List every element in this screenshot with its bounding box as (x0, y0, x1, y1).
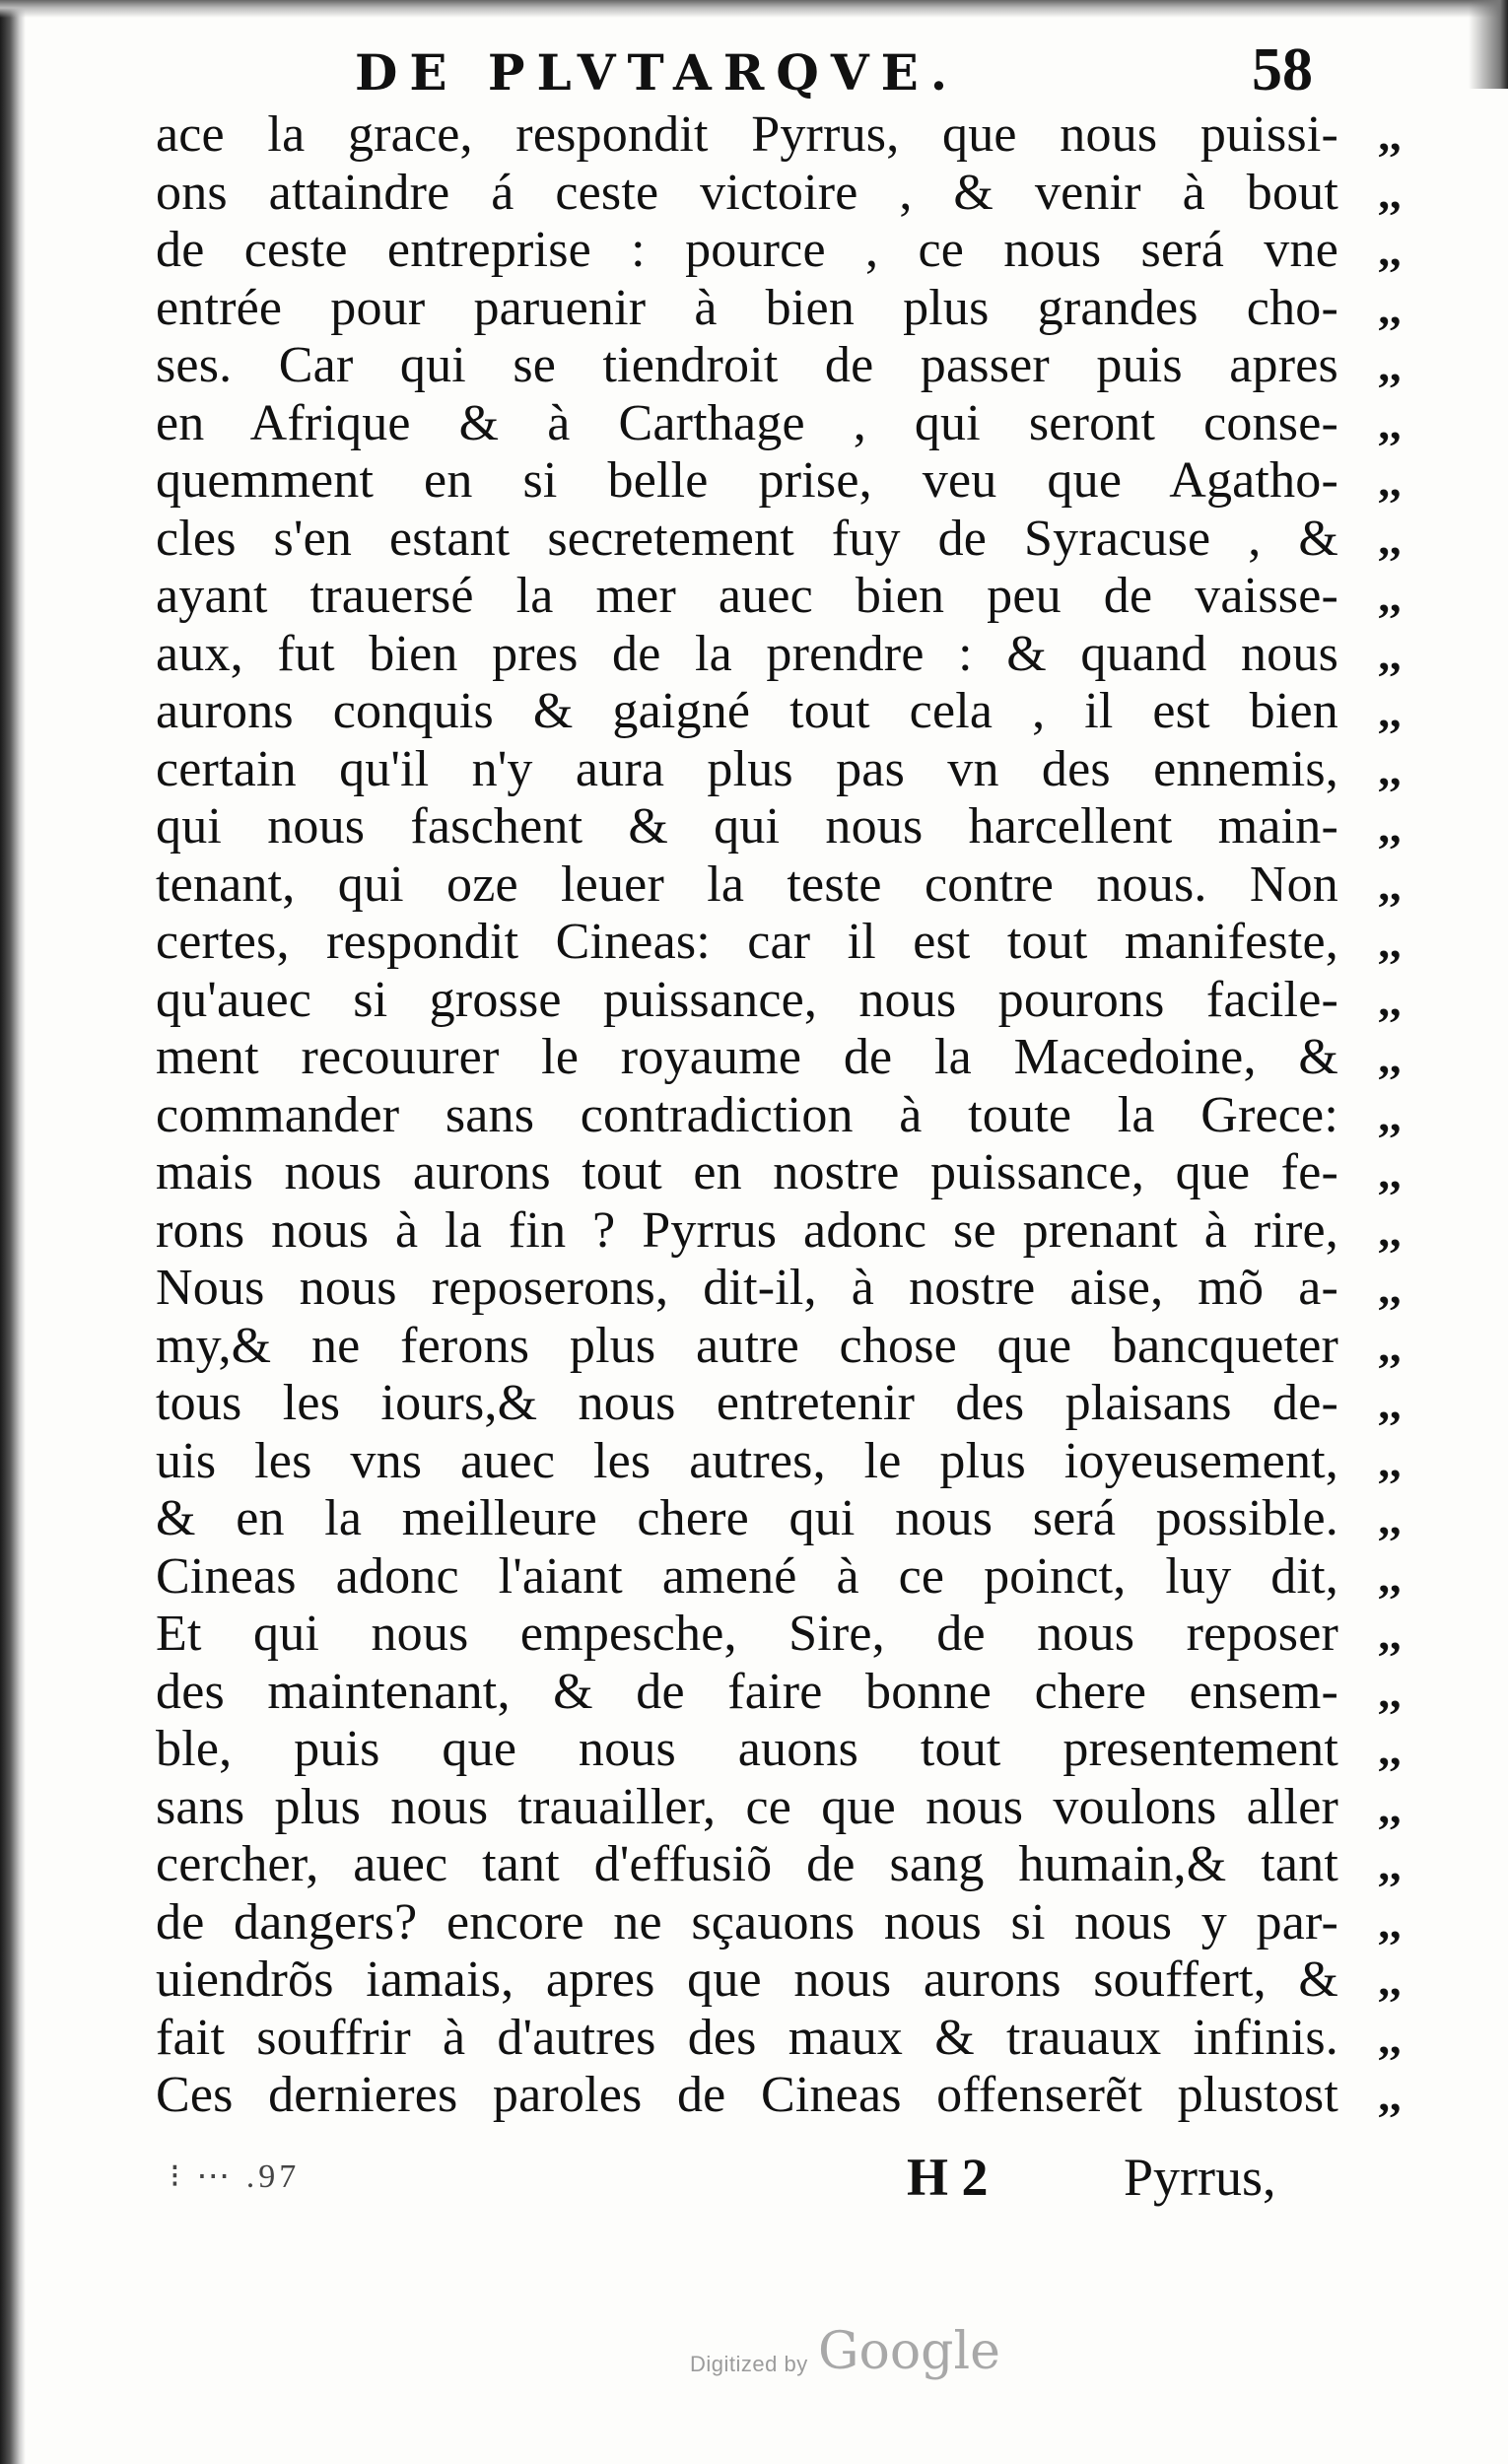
quote-mark: ,, (1378, 1147, 1402, 1198)
quote-mark: ,, (1378, 1724, 1402, 1774)
quote-mark: ,, (1378, 974, 1402, 1025)
quote-mark: ,, (1378, 1954, 1402, 2005)
quote-mark: ,, (1378, 2070, 1402, 2120)
digitization-watermark (690, 2322, 1064, 2391)
text-line: cles s'en estant secretement fuy de Syracuse , & (156, 510, 1338, 567)
text-line: uis les vns auec les autres, le plus ioyeusement, (156, 1432, 1338, 1489)
text-line: aux, fut bien pres de la prendre : & quand nous (156, 625, 1338, 682)
quote-mark: ,, (1378, 1781, 1402, 1832)
text-line: & en la meilleure chere qui nous será possible. (156, 1490, 1338, 1546)
text-line: tous les iours,& nous entretenir des plaisans de- (156, 1375, 1338, 1431)
text-line: rons nous à la fin ? Pyrrus adonc se prenant à rire, (156, 1201, 1338, 1259)
footer-mark: ⁝ ⋯ .97 (170, 2158, 301, 2195)
quote-mark: ,, (1378, 1608, 1402, 1659)
text-line: quemment en si belle prise, veu que Agatho- (156, 452, 1338, 509)
text-line: uiendrõs iamais, apres que nous aurons souffert, & (156, 1951, 1338, 2008)
quote-mark: ,, (1378, 2012, 1402, 2063)
text-line: tenant, qui oze leuer la teste contre nous. Non (156, 856, 1338, 913)
text-line: my,& ne ferons plus autre chose que bancqueter (156, 1317, 1338, 1374)
text-line: des maintenant, & de faire bonne chere ensem- (156, 1663, 1338, 1720)
text-line: ayant trauersé la mer auec bien peu de vaisse- (156, 568, 1338, 624)
quote-mark: ,, (1378, 1263, 1402, 1313)
quote-mark: ,, (1378, 109, 1402, 160)
text-line: ace la grace, respondit Pyrrus, que nous puissi- (156, 106, 1338, 163)
quote-mark: ,, (1378, 1666, 1402, 1717)
quote-mark: ,, (1378, 1435, 1402, 1486)
text-line: en Afrique & à Carthage , qui seront conse- (156, 394, 1338, 451)
text-line: commander sans contradiction à toute la Grece: (156, 1086, 1338, 1143)
quote-mark: ,, (1378, 1320, 1402, 1371)
text-line: cercher, auec tant d'effusiõ de sang humain,& tant (156, 1836, 1338, 1892)
corner-shadow (1469, 0, 1508, 89)
quote-mark: ,, (1378, 225, 1402, 275)
quote-mark: ,, (1378, 1204, 1402, 1256)
quote-mark: ,, (1378, 686, 1402, 736)
text-line: Nous nous reposerons, dit-il, à nostre aise, mõ a- (156, 1260, 1338, 1316)
text-line: de dangers? encore ne sçauons nous si nous y par- (156, 1893, 1338, 1951)
page-number: 58 (1252, 36, 1313, 103)
quote-mark: ,, (1378, 1032, 1402, 1082)
watermark-logo: Google (818, 2322, 1000, 2381)
text-line: certain qu'il n'y aura plus pas vn des ennemis, (156, 740, 1338, 797)
text-line: qui nous faschent & qui nous harcellent main- (156, 798, 1338, 855)
text-line: qu'auec si grosse puissance, nous pourons facile- (156, 971, 1338, 1028)
quote-mark: ,, (1378, 1378, 1402, 1428)
page-footer (138, 2147, 1360, 2216)
top-edge-shadow (0, 0, 1508, 18)
text-line: entrée pour paruenir à bien plus grandes cho- (156, 279, 1338, 336)
text-line: ses. Car qui se tiendroit de passer puis apres (156, 337, 1338, 393)
quote-mark: ,, (1378, 1839, 1402, 1889)
quote-mark: ,, (1378, 801, 1402, 852)
text-line: aurons conquis & gaigné tout cela , il est bien (156, 683, 1338, 739)
quote-mark: ,, (1378, 917, 1402, 967)
text-line: de ceste entreprise : pource , ce nous será vne (156, 222, 1338, 278)
quote-mark: ,, (1378, 858, 1402, 910)
text-line: Ces dernieres paroles de Cineas offenserẽt plustost (156, 2067, 1338, 2123)
running-title: DE PLVTARQVE. (355, 43, 960, 102)
text-line: sans plus nous trauailler, ce que nous voulons aller (156, 1778, 1338, 1835)
quote-mark: ,, (1378, 1550, 1402, 1602)
quote-mark: ,, (1378, 513, 1402, 564)
body-text (156, 106, 1338, 2125)
quote-mark: ,, (1378, 1896, 1402, 1948)
signature-mark: H 2 (907, 2148, 989, 2207)
text-line: mais nous aurons tout en nostre puissance, que fe- (156, 1144, 1338, 1200)
text-line: Cineas adonc l'aiant amené à ce poinct, luy dit, (156, 1547, 1338, 1605)
quote-mark: ,, (1378, 455, 1402, 506)
text-line: ble, puis que nous auons tout presentement (156, 1721, 1338, 1777)
margin-quote-marks (1360, 106, 1419, 2125)
quote-mark: ,, (1378, 282, 1402, 333)
quote-mark: ,, (1378, 340, 1402, 390)
text-line: fait souffrir à d'autres des maux & trauaux infinis. (156, 2009, 1338, 2066)
text-line: ons attaindre á ceste victoire , & venir à bout (156, 164, 1338, 221)
text-line: Et qui nous empesche, Sire, de nous reposer (156, 1606, 1338, 1662)
quote-mark: ,, (1378, 743, 1402, 794)
catchword: Pyrrus, (1124, 2148, 1276, 2207)
quote-mark: ,, (1378, 1493, 1402, 1543)
text-line: ment recouurer le royaume de la Macedoine, & (156, 1029, 1338, 1085)
quote-mark: ,, (1378, 571, 1402, 621)
binding-shadow (0, 0, 26, 2464)
quote-mark: ,, (1378, 397, 1402, 448)
quote-mark: ,, (1378, 628, 1402, 679)
quote-mark: ,, (1378, 1089, 1402, 1140)
quote-mark: ,, (1378, 167, 1402, 218)
watermark-prefix: Digitized by (690, 2352, 808, 2376)
text-line: certes, respondit Cineas: car il est tout manifeste, (156, 914, 1338, 970)
